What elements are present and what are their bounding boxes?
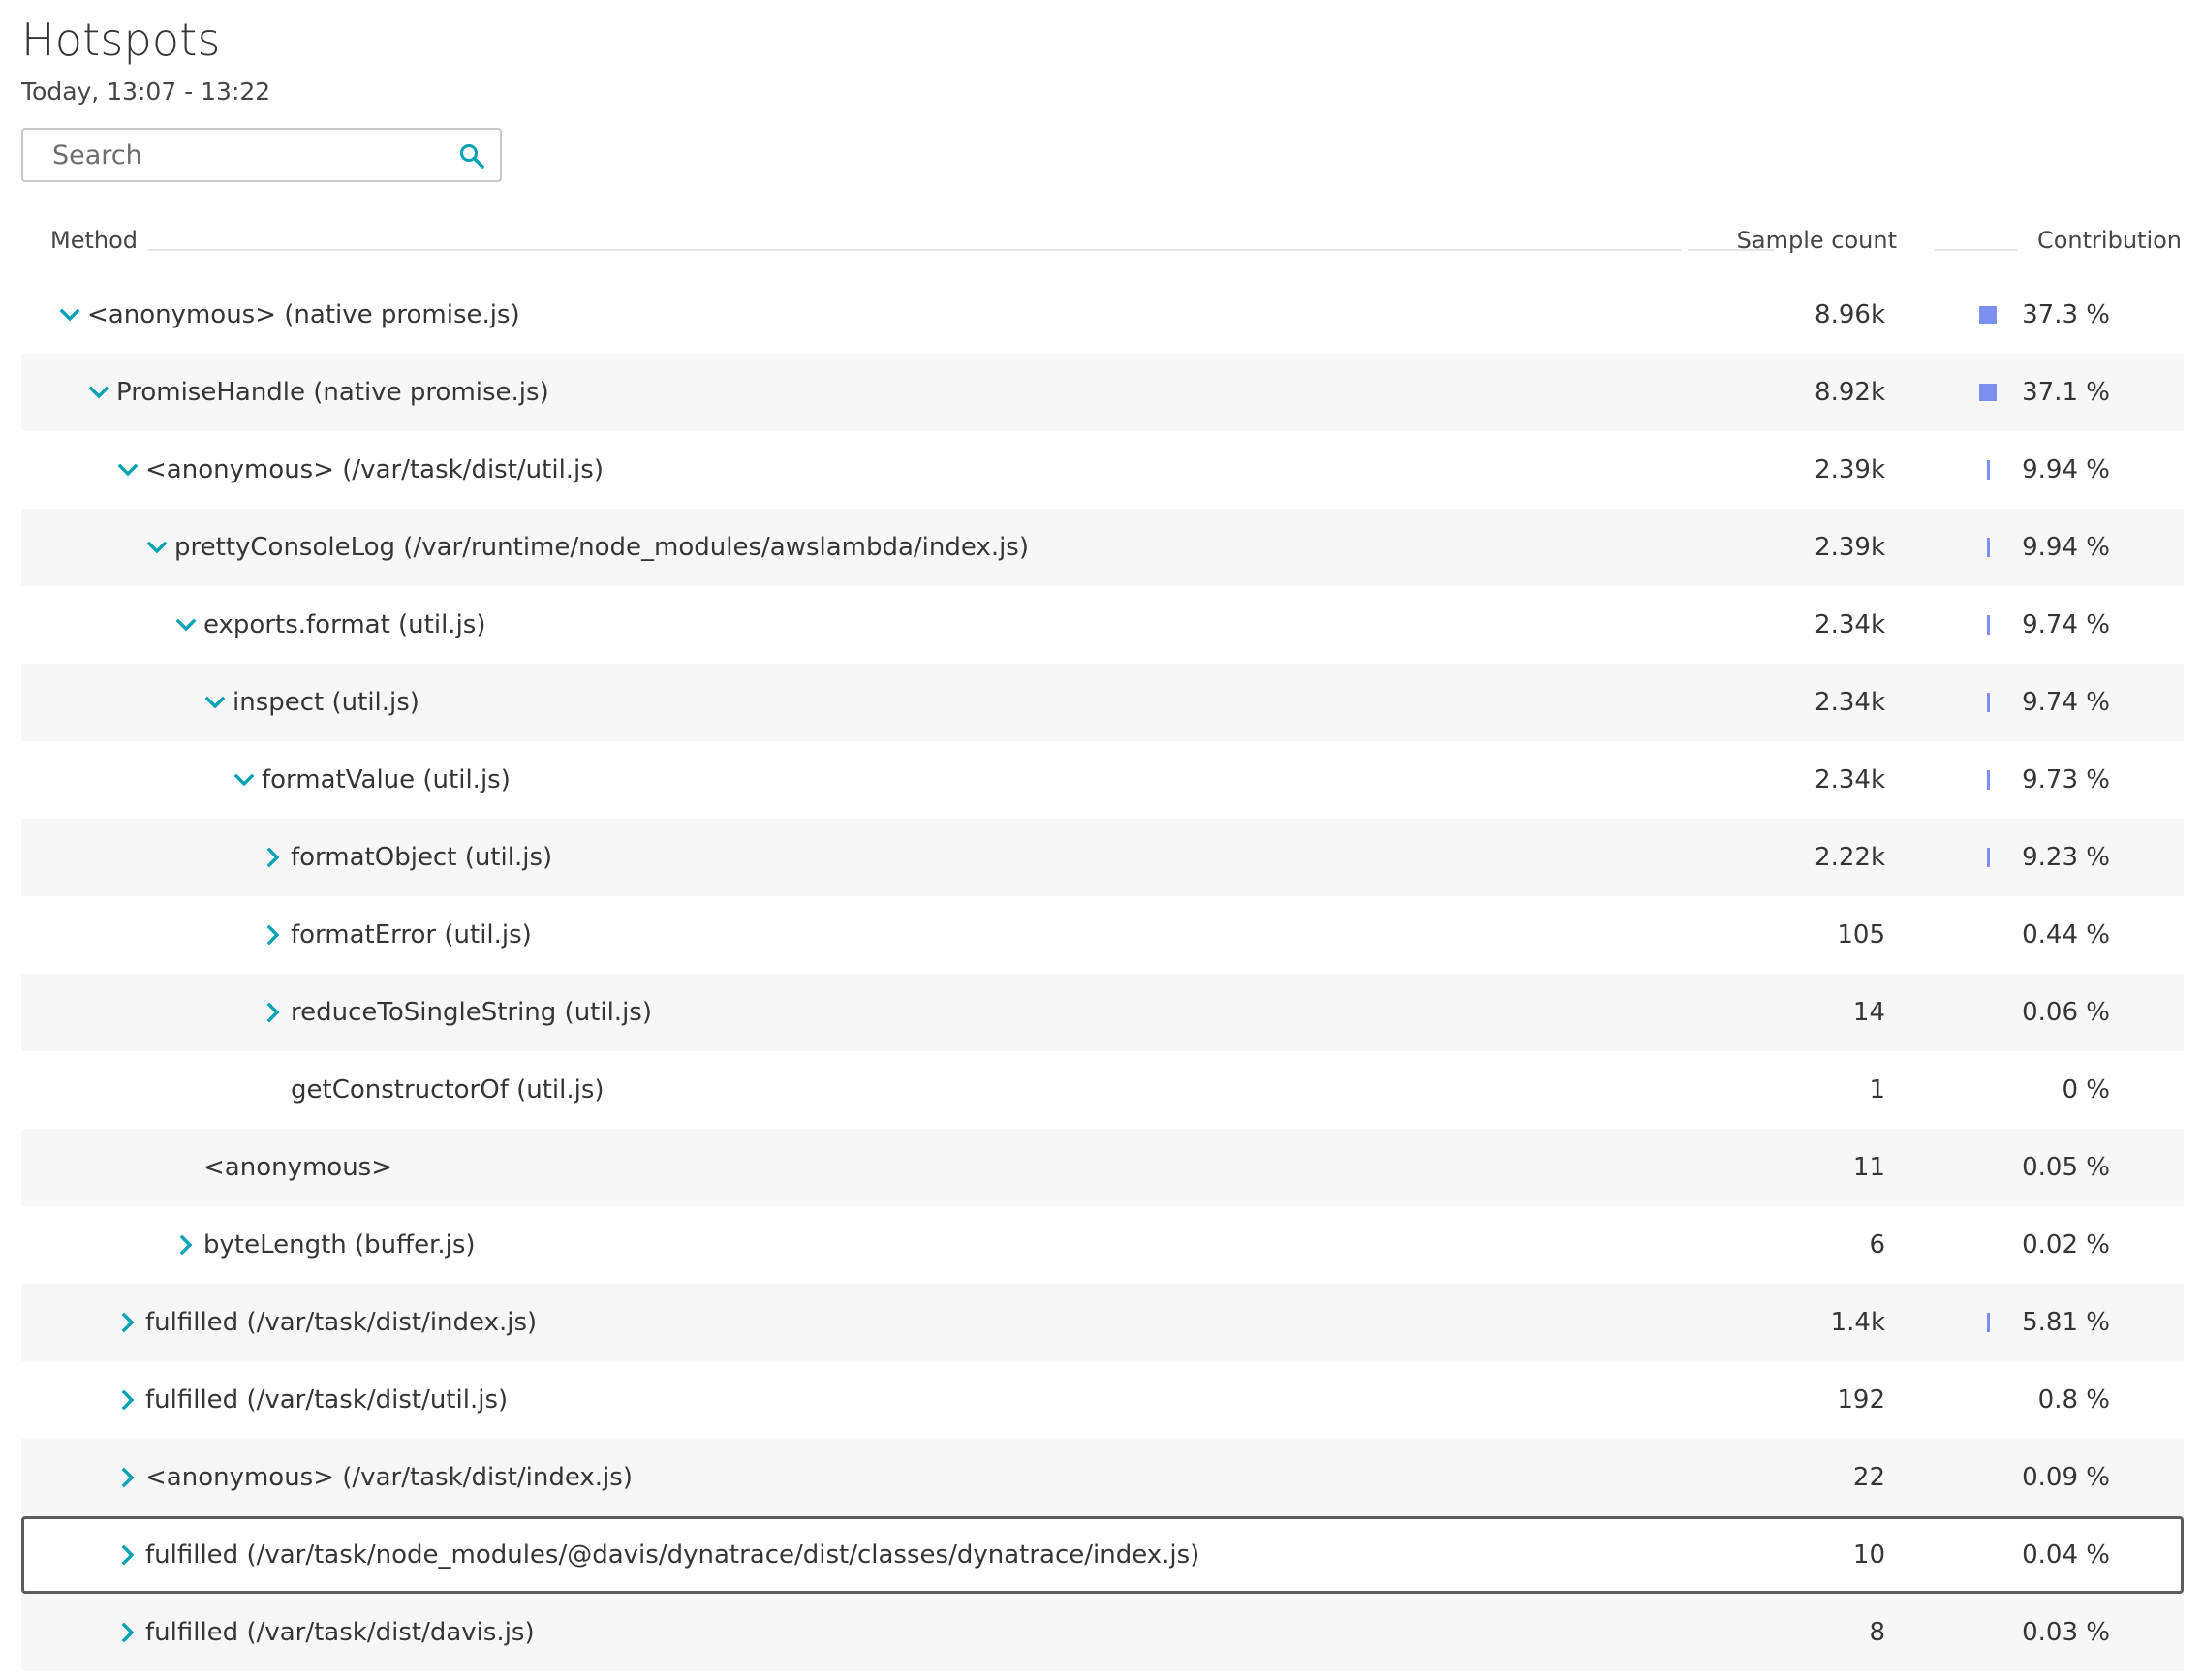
method-cell xyxy=(262,974,652,1051)
method-cell xyxy=(262,819,552,896)
hotspots-table-body xyxy=(21,276,2184,1671)
table-row[interactable] xyxy=(21,1051,2184,1129)
sample-count: 1 xyxy=(1869,1075,1885,1104)
method-name[interactable]: formatError (util.js) xyxy=(291,920,532,949)
chevron-down-icon[interactable] xyxy=(233,741,262,819)
contribution-value: 9.74 % xyxy=(2022,688,2110,717)
method-cell xyxy=(174,1129,392,1206)
sample-count: 2.34k xyxy=(1815,610,1885,639)
sample-count: 2.34k xyxy=(1815,688,1885,717)
chevron-down-icon[interactable] xyxy=(87,354,116,431)
contribution-bar xyxy=(1979,306,1997,324)
sample-count: 192 xyxy=(1837,1385,1885,1415)
contribution-bar xyxy=(1987,538,1990,557)
contribution-value: 0.06 % xyxy=(2022,998,2110,1027)
contribution-value: 0.09 % xyxy=(2022,1463,2110,1492)
method-name[interactable]: <anonymous> (/var/task/dist/index.js) xyxy=(145,1463,633,1492)
chevron-down-icon[interactable] xyxy=(145,509,174,586)
contribution-value: 0.8 % xyxy=(2037,1385,2110,1415)
table-row[interactable] xyxy=(21,896,2184,974)
contribution-bar xyxy=(1987,848,1990,867)
method-name[interactable]: fulfilled (/var/task/node_modules/@davis/dynatrace/dist/classes/dynatrace/index.js) xyxy=(145,1540,1200,1570)
contribution-value: 9.23 % xyxy=(2022,843,2110,872)
chevron-right-icon[interactable] xyxy=(116,1361,145,1439)
chevron-right-icon[interactable] xyxy=(116,1439,145,1516)
method-name[interactable]: fulfilled (/var/task/dist/index.js) xyxy=(145,1308,538,1337)
contribution-value: 0.03 % xyxy=(2022,1618,2110,1647)
table-row[interactable] xyxy=(21,276,2184,354)
timeframe-label: Today, 13:07 - 13:22 xyxy=(21,78,271,106)
method-name[interactable]: <anonymous> xyxy=(203,1153,393,1182)
column-header-contribution[interactable]: Contribution xyxy=(2036,227,2182,254)
contribution-value: 9.94 % xyxy=(2022,533,2110,562)
chevron-down-icon[interactable] xyxy=(203,664,233,741)
method-name[interactable]: <anonymous> (native promise.js) xyxy=(87,300,520,329)
method-name[interactable]: fulfilled (/var/task/dist/util.js) xyxy=(145,1385,509,1415)
header-divider xyxy=(147,249,1681,251)
contribution-bar xyxy=(1987,460,1990,480)
sample-count: 2.34k xyxy=(1815,765,1885,794)
table-row[interactable] xyxy=(21,1206,2184,1284)
method-cell xyxy=(233,741,511,819)
method-name[interactable]: inspect (util.js) xyxy=(233,688,419,717)
sample-count: 6 xyxy=(1869,1230,1885,1260)
contribution-bar xyxy=(1987,1313,1990,1332)
chevron-right-icon[interactable] xyxy=(262,974,291,1051)
chevron-down-icon[interactable] xyxy=(116,431,145,509)
sample-count: 11 xyxy=(1852,1153,1885,1182)
leaf-spacer xyxy=(262,1051,291,1129)
table-row[interactable] xyxy=(21,741,2184,819)
table-row[interactable] xyxy=(21,431,2184,509)
column-header-sample-count[interactable]: Sample count xyxy=(1736,227,1897,254)
contribution-bar xyxy=(1987,693,1990,712)
method-name[interactable]: byteLength (buffer.js) xyxy=(203,1230,476,1260)
sample-count: 8 xyxy=(1869,1618,1885,1647)
contribution-value: 0.02 % xyxy=(2022,1230,2110,1260)
method-cell xyxy=(116,1516,1199,1594)
method-cell xyxy=(174,586,485,664)
contribution-bar xyxy=(1987,615,1990,635)
sample-count: 8.92k xyxy=(1815,378,1885,407)
chevron-down-icon[interactable] xyxy=(58,276,87,354)
table-row[interactable] xyxy=(21,1129,2184,1206)
method-cell xyxy=(203,664,419,741)
contribution-value: 5.81 % xyxy=(2022,1308,2110,1337)
method-cell xyxy=(116,1284,537,1361)
sample-count: 105 xyxy=(1837,920,1885,949)
contribution-value: 0.05 % xyxy=(2022,1153,2110,1182)
method-cell xyxy=(116,1594,535,1671)
chevron-down-icon[interactable] xyxy=(174,586,203,664)
column-header-method[interactable]: Method xyxy=(50,227,143,254)
table-row[interactable] xyxy=(21,586,2184,664)
page-title: Hotspots xyxy=(21,14,221,66)
sample-count: 22 xyxy=(1852,1463,1885,1492)
table-row[interactable] xyxy=(21,664,2184,741)
contribution-bar xyxy=(1987,770,1990,790)
method-name[interactable]: getConstructorOf (util.js) xyxy=(291,1075,605,1104)
table-row[interactable] xyxy=(21,509,2184,586)
chevron-right-icon[interactable] xyxy=(116,1516,145,1594)
table-row[interactable] xyxy=(21,1439,2184,1516)
sample-count: 2.22k xyxy=(1815,843,1885,872)
method-cell xyxy=(145,509,1029,586)
sample-count: 14 xyxy=(1852,998,1885,1027)
header-divider xyxy=(1935,249,2017,251)
chevron-right-icon[interactable] xyxy=(262,896,291,974)
search-box[interactable] xyxy=(21,128,502,182)
method-cell xyxy=(174,1206,476,1284)
chevron-right-icon[interactable] xyxy=(174,1206,203,1284)
method-cell xyxy=(58,276,520,354)
chevron-right-icon[interactable] xyxy=(262,819,291,896)
method-cell xyxy=(262,1051,605,1129)
sample-count: 10 xyxy=(1852,1540,1885,1570)
table-row[interactable] xyxy=(21,1361,2184,1439)
table-row[interactable] xyxy=(21,1516,2184,1594)
leaf-spacer xyxy=(174,1129,203,1206)
contribution-value: 0 % xyxy=(2062,1075,2110,1104)
method-cell xyxy=(116,431,604,509)
method-cell xyxy=(262,896,532,974)
method-cell xyxy=(116,1361,508,1439)
table-row[interactable] xyxy=(21,974,2184,1051)
sample-count: 1.4k xyxy=(1830,1308,1885,1337)
method-name[interactable]: formatObject (util.js) xyxy=(291,843,553,872)
contribution-bar xyxy=(1979,384,1997,401)
method-name[interactable]: exports.format (util.js) xyxy=(203,610,486,639)
contribution-value: 9.74 % xyxy=(2022,610,2110,639)
method-name[interactable]: formatValue (util.js) xyxy=(262,765,511,794)
chevron-right-icon[interactable] xyxy=(116,1594,145,1671)
contribution-value: 9.73 % xyxy=(2022,765,2110,794)
contribution-value: 37.3 % xyxy=(2022,300,2110,329)
method-name[interactable]: fulfilled (/var/task/dist/davis.js) xyxy=(145,1618,535,1647)
method-cell xyxy=(116,1439,633,1516)
sample-count: 2.39k xyxy=(1815,533,1885,562)
table-row[interactable] xyxy=(21,819,2184,896)
method-name[interactable]: PromiseHandle (native promise.js) xyxy=(116,378,549,407)
search-input[interactable] xyxy=(23,130,459,180)
table-row[interactable] xyxy=(21,1284,2184,1361)
contribution-value: 0.44 % xyxy=(2022,920,2110,949)
search-icon[interactable] xyxy=(457,141,486,171)
contribution-value: 37.1 % xyxy=(2022,378,2110,407)
method-name[interactable]: prettyConsoleLog (/var/runtime/node_modules/awslambda/index.js) xyxy=(174,533,1029,562)
table-row[interactable] xyxy=(21,354,2184,431)
contribution-value: 9.94 % xyxy=(2022,455,2110,484)
method-name[interactable]: reduceToSingleString (util.js) xyxy=(291,998,652,1027)
table-header xyxy=(21,219,2184,267)
method-cell xyxy=(87,354,549,431)
sample-count: 8.96k xyxy=(1815,300,1885,329)
contribution-value: 0.04 % xyxy=(2022,1540,2110,1570)
table-row[interactable] xyxy=(21,1594,2184,1671)
chevron-right-icon[interactable] xyxy=(116,1284,145,1361)
method-name[interactable]: <anonymous> (/var/task/dist/util.js) xyxy=(145,455,604,484)
sample-count: 2.39k xyxy=(1815,455,1885,484)
